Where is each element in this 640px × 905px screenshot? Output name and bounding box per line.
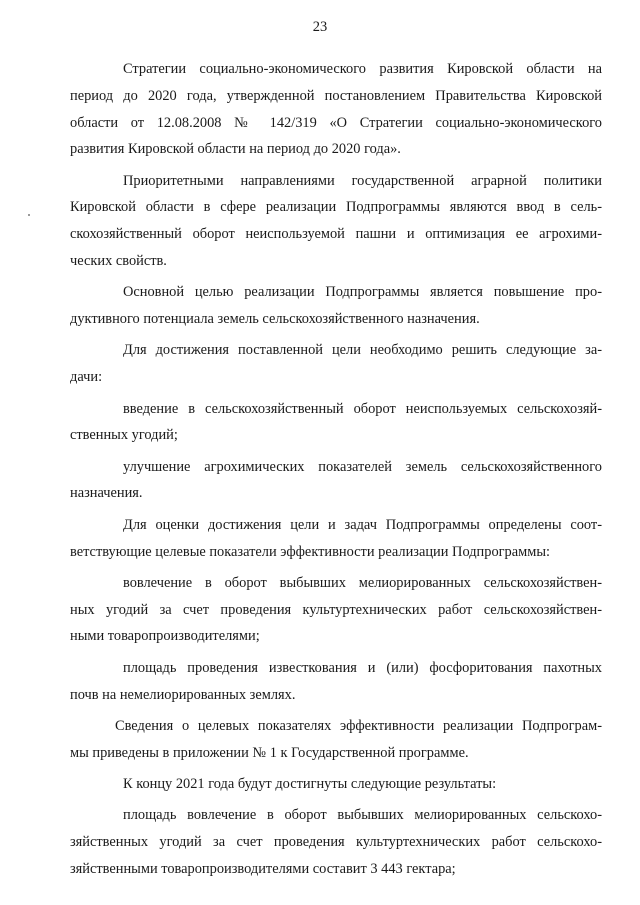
text-line: ветствующие целевые показатели эффективности реализации Подпрограммы:	[70, 543, 551, 560]
paragraph	[70, 454, 602, 508]
text-line: развития Кировской области на период до 2020 года».	[70, 141, 401, 158]
text-line: период до 2020 года, утвержденной постановлением Правительства Кировской	[70, 87, 602, 104]
paragraph	[70, 337, 602, 391]
text-line: площадь проведения известкования и (или) фосфоритования пахотных	[123, 659, 602, 676]
document-body	[70, 56, 602, 887]
text-line: ческих свойств.	[70, 253, 167, 270]
paragraph	[70, 168, 602, 275]
text-line: зяйственными товаропроизводителями составит 3 443 гектара;	[70, 860, 456, 877]
text-line: Для достижения поставленной цели необходимо решить следующие за-	[123, 342, 602, 359]
text-line: Для оценки достижения цели и задач Подпрограммы определены соот-	[123, 516, 602, 533]
text-line: Основной целью реализации Подпрограммы является повышение про-	[123, 284, 602, 301]
text-line: зяйственных угодий за счет проведения культуртехнических работ сельскохо-	[70, 834, 602, 851]
text-line: введение в сельскохозяйственный оборот неиспользуемых сельскохозяй-	[123, 400, 602, 417]
text-line: Приоритетными направлениями государственной аграрной политики	[123, 172, 602, 189]
text-line: назначения.	[70, 485, 143, 502]
text-line: Сведения о целевых показателях эффективности реализации Подпрограм-	[115, 717, 602, 734]
text-line: дачи:	[70, 369, 103, 386]
paragraph	[70, 56, 602, 163]
text-line: ных угодий за счет проведения культуртехнических работ сельскохозяйствен-	[70, 601, 602, 618]
text-line: Стратегии социально-экономического развития Кировской области на	[123, 61, 602, 77]
scan-mark	[28, 214, 30, 216]
text-line: ственных угодий;	[70, 427, 178, 444]
page-number: 23	[312, 19, 328, 35]
paragraph	[70, 713, 602, 767]
text-line: мы приведены в приложении № 1 к Государственной программе.	[70, 744, 469, 761]
text-line: области от 12.08.2008 № 142/319 «О Стратегии социально-экономического	[70, 114, 602, 131]
paragraph	[70, 655, 602, 709]
text-line: дуктивного потенциала земель сельскохозяйственного назначения.	[70, 311, 480, 328]
text-line: Кировской области в сфере реализации Подпрограммы являются ввод в сель-	[70, 199, 602, 216]
paragraph	[70, 279, 602, 333]
text-line: площадь вовлечение в оборот выбывших мелиорированных сельскохо-	[123, 807, 602, 824]
text-line: скохозяйственный оборот неиспользуемой пашни и оптимизация ее агрохими-	[70, 226, 602, 243]
text-line: вовлечение в оборот выбывших мелиорированных сельскохозяйствен-	[123, 574, 602, 591]
paragraph	[70, 396, 602, 450]
paragraph	[70, 802, 602, 882]
text-line: улучшение агрохимических показателей земель сельскохозяйственного	[123, 458, 602, 475]
paragraph	[92, 771, 602, 798]
paragraph	[70, 512, 602, 566]
text-line: почв на немелиорированных землях.	[70, 686, 296, 703]
paragraph	[70, 570, 602, 650]
text-line: К концу 2021 года будут достигнуты следующие результаты:	[123, 775, 497, 792]
text-line: ными товаропроизводителями;	[70, 628, 260, 645]
